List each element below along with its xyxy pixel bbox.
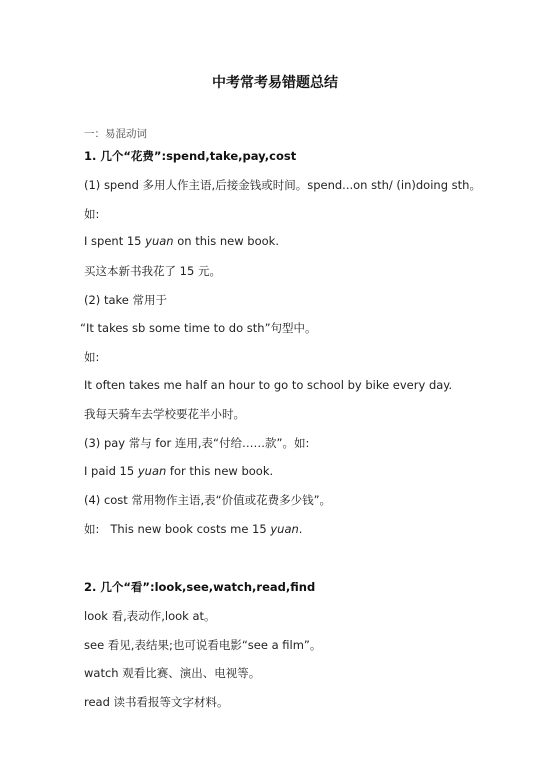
example-marker: 如: — [84, 350, 100, 364]
example-pay — [84, 464, 273, 478]
example-text: I spent 15 — [84, 234, 146, 248]
para-read: read 读书看报等文字材料。 — [84, 695, 229, 709]
example-text: I paid 15 — [84, 464, 138, 478]
yuan-word: yuan — [145, 234, 174, 248]
translation-spend: 买这本新书我花了 15 元。 — [84, 264, 221, 278]
page-title: 中考常考易错题总结 — [212, 75, 338, 91]
example-text: for this new book. — [166, 464, 274, 478]
yuan-word: yuan — [137, 464, 167, 478]
para-cost: (4) cost 常用物作主语,表“价值或花费多少钱”。 — [84, 493, 332, 507]
section-label: 一：易混动词 — [84, 128, 147, 140]
example-cost — [84, 521, 302, 537]
para-look: look 看,表动作,look at。 — [84, 609, 216, 623]
example-spend — [84, 234, 279, 248]
translation-take: 我每天骑车去学校要花半小时。 — [84, 407, 245, 421]
para-take-pattern: “It takes sb some time to do sth”句型中。 — [80, 321, 317, 335]
example-text: on this new book. — [173, 234, 279, 248]
para-pay: (3) pay 常与 for 连用,表“付给……款”。如: — [84, 436, 310, 450]
heading-spend: 1. 几个“花费”:spend,take,pay,cost — [84, 149, 297, 163]
example-marker: 如: — [84, 207, 100, 221]
example-take: It often takes me half an hour to go to school by bike every day. — [84, 378, 453, 392]
para-watch: watch 观看比赛、演出、电视等。 — [84, 666, 261, 680]
yuan-word: yuan — [270, 522, 299, 536]
heading-look: 2. 几个“看”:look,see,watch,read,find — [84, 580, 316, 594]
para-see: see 看见,表结果;也可说看电影“see a film”。 — [84, 638, 322, 652]
example-text: . — [298, 522, 303, 536]
para-spend: (1) spend 多用人作主语,后接金钱或时间。spend...on sth/ (in)doing sth。 — [84, 178, 481, 192]
example-text: 如: This new book costs me 15 — [84, 522, 271, 536]
para-take: (2) take 常用于 — [84, 293, 167, 307]
